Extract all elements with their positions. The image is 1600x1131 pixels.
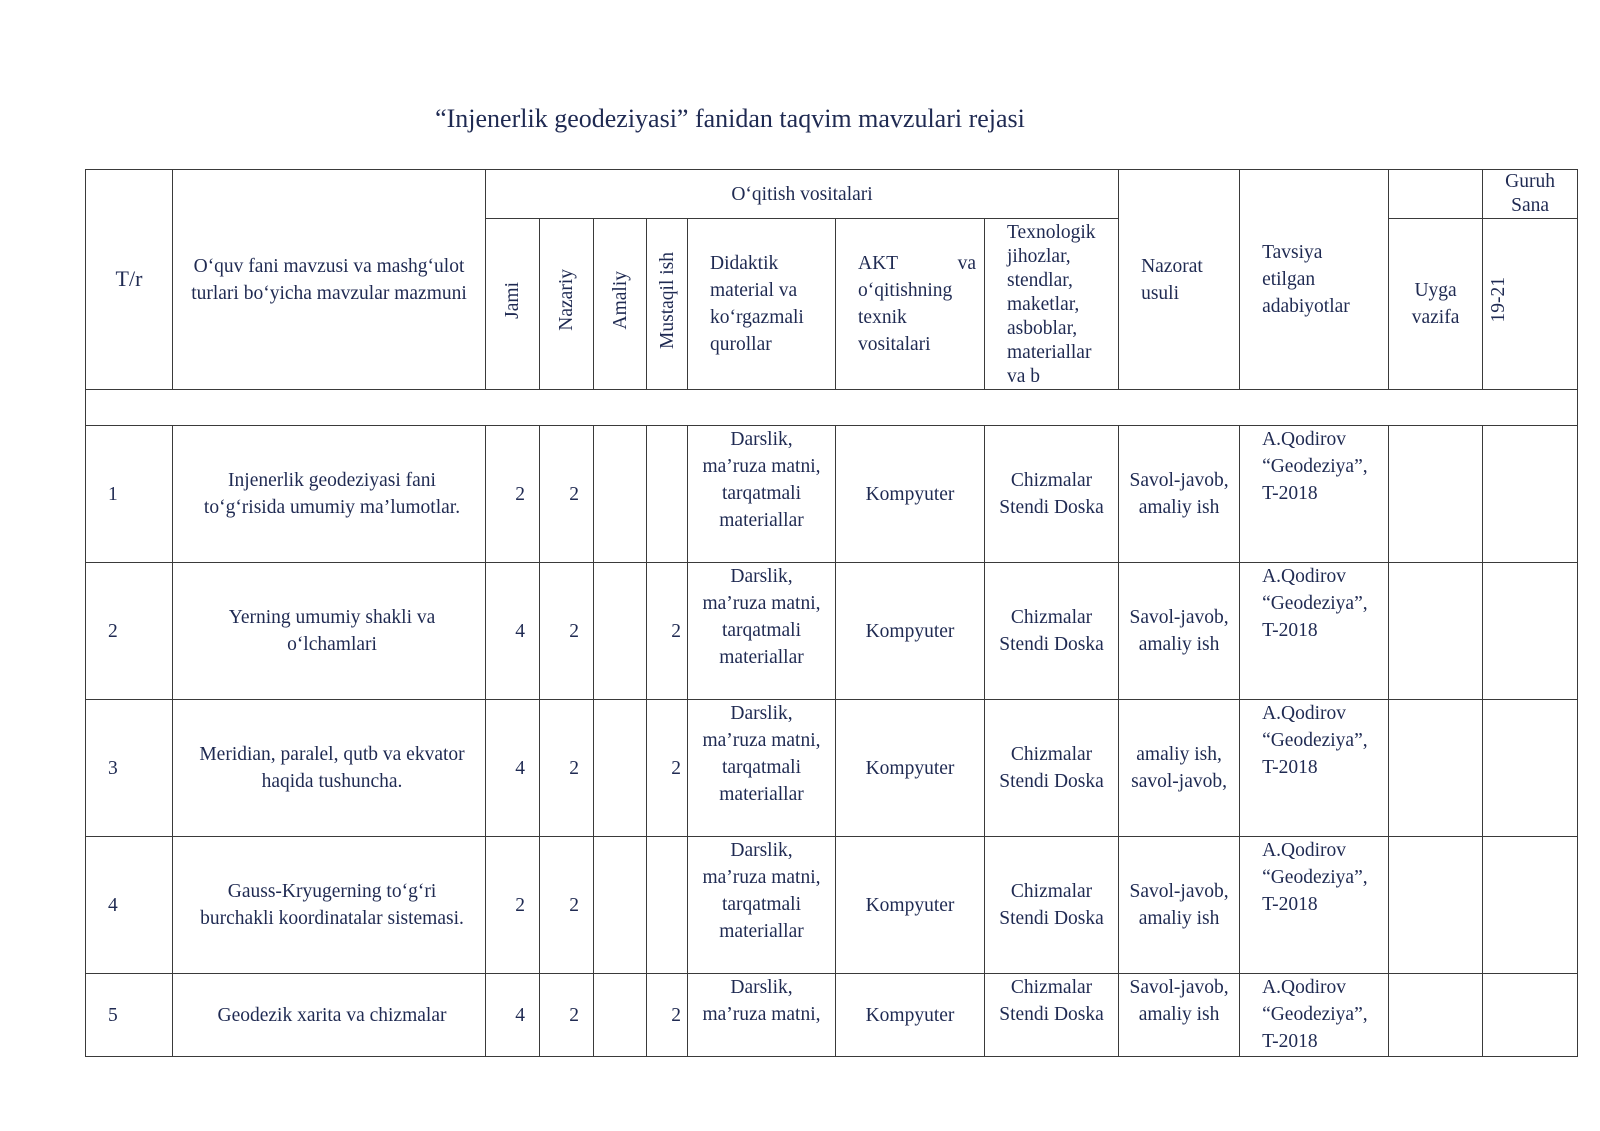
- row-sana: [1483, 563, 1578, 700]
- row-mustaqil: [647, 837, 688, 974]
- row-nazariy: [540, 837, 594, 974]
- spacer-row: [86, 390, 1578, 426]
- row-adabiyot-text: A.Qodirov “Geodeziya”, T-2018: [1262, 703, 1368, 778]
- row-adabiyot-text: A.Qodirov “Geodeziya”, T-2018: [1262, 429, 1368, 504]
- row-topic-text: Geodezik xarita va chizmalar: [217, 1004, 447, 1026]
- header-texnologik-label: Texnologik jihozlar, stendlar, maketlar, asboblar, materiallar va b: [1007, 222, 1096, 387]
- header-akt-rest: o‘qitishning texnik vositalari: [858, 280, 953, 355]
- header-oqitish: [486, 170, 1119, 219]
- row-topic-text: Gauss-Kryugerning to‘g‘ri burchakli koordinatalar sistemasi.: [200, 881, 464, 929]
- row-akt: [836, 426, 985, 563]
- row-number-text: 2: [108, 620, 118, 642]
- header-amaliy: [594, 219, 647, 390]
- row-didaktik: [688, 426, 836, 563]
- row-mustaqil: [647, 700, 688, 837]
- header-nazariy-label: Nazariy: [556, 269, 577, 331]
- row-texnologik-text: Chizmalar Stendi Doska: [999, 977, 1104, 1025]
- row-akt-text: Kompyuter: [865, 620, 955, 642]
- row-jami-text: 4: [515, 757, 525, 779]
- header-group-no: [1483, 219, 1578, 390]
- row-sana: [1483, 426, 1578, 563]
- row-number-text: 5: [108, 1004, 118, 1026]
- row-texnologik: [985, 700, 1119, 837]
- table-body: [86, 426, 1578, 1057]
- row-nazariy-text: 2: [569, 620, 579, 642]
- row-texnologik-text: Chizmalar Stendi Doska: [999, 607, 1104, 655]
- row-jami-text: 4: [515, 1004, 525, 1026]
- row-didaktik-text: Darslik, ma’ruza matni,: [702, 977, 821, 1025]
- row-texnologik: [985, 974, 1119, 1057]
- header-empty-cell: [1389, 170, 1483, 219]
- row-topic-text: Injenerlik geodeziyasi fani to‘g‘risida umumiy ma’lumotlar.: [203, 470, 461, 518]
- row-number-text: 4: [108, 894, 118, 916]
- row-texnologik-text: Chizmalar Stendi Doska: [999, 470, 1104, 518]
- row-amaliy: [594, 700, 647, 837]
- row-nazorat-text: Savol-javob, amaliy ish: [1129, 607, 1229, 655]
- row-didaktik: [688, 974, 836, 1057]
- row-topic: [173, 974, 486, 1057]
- header-nazorat: [1119, 170, 1240, 390]
- row-number: [86, 837, 173, 974]
- row-nazariy-text: 2: [569, 1004, 579, 1026]
- table-row: [86, 974, 1578, 1057]
- header-didaktik: [688, 219, 836, 390]
- row-texnologik: [985, 837, 1119, 974]
- header-group-no-label: 19-21: [1488, 277, 1510, 323]
- header-topic: [173, 170, 486, 390]
- row-texnologik: [985, 563, 1119, 700]
- row-nazariy: [540, 426, 594, 563]
- row-nazariy: [540, 974, 594, 1057]
- row-number: [86, 974, 173, 1057]
- header-tavsiya-label: Tavsiya etilgan adabiyotlar: [1262, 242, 1350, 317]
- row-didaktik-text: Darslik, ma’ruza matni, tarqatmali materiallar: [702, 429, 821, 531]
- row-nazariy-text: 2: [569, 483, 579, 505]
- row-topic-text: Meridian, paralel, qutb va ekvator haqida tushuncha.: [199, 744, 465, 792]
- header-row-1: [86, 170, 1578, 219]
- row-adabiyot-text: A.Qodirov “Geodeziya”, T-2018: [1262, 840, 1368, 915]
- row-nazorat: [1119, 563, 1240, 700]
- row-nazorat: [1119, 837, 1240, 974]
- row-akt-text: Kompyuter: [865, 483, 955, 505]
- row-texnologik-text: Chizmalar Stendi Doska: [999, 881, 1104, 929]
- row-number: [86, 700, 173, 837]
- row-topic: [173, 837, 486, 974]
- row-amaliy: [594, 426, 647, 563]
- header-mustaqil: [647, 219, 688, 390]
- row-amaliy: [594, 974, 647, 1057]
- row-mustaqil: [647, 426, 688, 563]
- spacer-cell: [86, 390, 1578, 426]
- row-didaktik-text: Darslik, ma’ruza matni, tarqatmali materiallar: [702, 840, 821, 942]
- row-amaliy: [594, 563, 647, 700]
- row-jami: [486, 700, 540, 837]
- row-adabiyot: [1240, 426, 1389, 563]
- row-sana: [1483, 837, 1578, 974]
- row-number-text: 3: [108, 757, 118, 779]
- header-tr: [86, 170, 173, 390]
- row-nazariy-text: 2: [569, 894, 579, 916]
- row-didaktik: [688, 837, 836, 974]
- row-uyga: [1389, 837, 1483, 974]
- header-guruh-sana: [1483, 170, 1578, 219]
- header-topic-label: O‘quv fani mavzusi va mashg‘ulot turlari bo‘yicha mavzular mazmuni: [191, 255, 467, 304]
- header-akt-right: va: [957, 253, 976, 274]
- row-mustaqil-text: 2: [671, 1004, 681, 1026]
- row-sana: [1483, 974, 1578, 1057]
- row-mustaqil-text: 2: [671, 757, 681, 779]
- row-topic: [173, 700, 486, 837]
- header-uyga-label: Uyga vazifa: [1411, 280, 1460, 328]
- row-topic-text: Yerning umumiy shakli va o‘lchamlari: [228, 607, 436, 655]
- row-jami-text: 2: [515, 483, 525, 505]
- row-jami: [486, 426, 540, 563]
- row-adabiyot: [1240, 700, 1389, 837]
- row-jami-text: 2: [515, 894, 525, 916]
- row-jami: [486, 837, 540, 974]
- row-akt: [836, 563, 985, 700]
- row-didaktik-text: Darslik, ma’ruza matni, tarqatmali materiallar: [702, 566, 821, 668]
- row-didaktik: [688, 700, 836, 837]
- row-uyga: [1389, 974, 1483, 1057]
- row-akt: [836, 700, 985, 837]
- header-jami: [486, 219, 540, 390]
- row-adabiyot-text: A.Qodirov “Geodeziya”, T-2018: [1262, 977, 1368, 1052]
- header-akt-left: AKT: [858, 253, 899, 274]
- row-nazorat: [1119, 426, 1240, 563]
- row-nazorat-text: Savol-javob, amaliy ish: [1129, 881, 1229, 929]
- table-row: [86, 563, 1578, 700]
- row-akt-text: Kompyuter: [865, 894, 955, 916]
- header-mustaqil-label: Mustaqil ish: [656, 251, 678, 349]
- row-mustaqil: [647, 563, 688, 700]
- row-nazorat: [1119, 974, 1240, 1057]
- row-adabiyot: [1240, 837, 1389, 974]
- row-uyga: [1389, 426, 1483, 563]
- row-mustaqil-text: 2: [671, 620, 681, 642]
- header-didaktik-label: Didaktik material va ko‘rgazmali qurollar: [710, 253, 804, 355]
- page-title: “Injenerlik geodeziyasi” fanidan taqvim mavzulari rejasi: [435, 104, 1025, 133]
- header-amaliy-label: Amaliy: [609, 270, 631, 330]
- header-akt: [836, 219, 985, 390]
- row-texnologik: [985, 426, 1119, 563]
- row-didaktik-text: Darslik, ma’ruza matni, tarqatmali materiallar: [702, 703, 821, 805]
- row-nazorat-text: Savol-javob, amaliy ish: [1129, 470, 1229, 518]
- row-akt-text: Kompyuter: [865, 757, 955, 779]
- header-tavsiya: [1240, 170, 1389, 390]
- row-akt: [836, 974, 985, 1057]
- row-uyga: [1389, 563, 1483, 700]
- row-number-text: 1: [108, 483, 118, 505]
- header-jami-label: Jami: [502, 281, 523, 319]
- row-amaliy: [594, 837, 647, 974]
- row-adabiyot: [1240, 563, 1389, 700]
- row-adabiyot-text: A.Qodirov “Geodeziya”, T-2018: [1262, 566, 1368, 641]
- row-topic: [173, 426, 486, 563]
- row-nazorat-text: Savol-javob, amaliy ish: [1129, 977, 1229, 1025]
- row-sana: [1483, 700, 1578, 837]
- header-akt-first-line: [858, 250, 976, 277]
- row-akt-text: Kompyuter: [865, 1004, 955, 1026]
- row-number: [86, 563, 173, 700]
- row-nazariy: [540, 700, 594, 837]
- header-oqitish-label: O‘qitish vositalari: [731, 183, 873, 205]
- header-nazorat-label: Nazorat usuli: [1141, 255, 1203, 304]
- row-jami: [486, 974, 540, 1057]
- row-nazorat-text: amaliy ish, savol-javob,: [1131, 744, 1227, 792]
- row-topic: [173, 563, 486, 700]
- header-uyga: [1389, 219, 1483, 390]
- header-guruh: Guruh: [1505, 171, 1555, 192]
- row-adabiyot: [1240, 974, 1389, 1057]
- header-tr-label: T/r: [115, 266, 143, 291]
- row-jami-text: 4: [515, 620, 525, 642]
- row-nazariy-text: 2: [569, 757, 579, 779]
- row-number: [86, 426, 173, 563]
- row-mustaqil: [647, 974, 688, 1057]
- header-texnologik: [985, 219, 1119, 390]
- header-sana: Sana: [1511, 195, 1550, 216]
- row-jami: [486, 563, 540, 700]
- table-row: [86, 426, 1578, 563]
- header-nazariy: [540, 219, 594, 390]
- table-row: [86, 700, 1578, 837]
- row-nazariy: [540, 563, 594, 700]
- row-nazorat: [1119, 700, 1240, 837]
- row-uyga: [1389, 700, 1483, 837]
- row-akt: [836, 837, 985, 974]
- calendar-plan-table: [85, 169, 1578, 1057]
- table-row: [86, 837, 1578, 974]
- row-texnologik-text: Chizmalar Stendi Doska: [999, 744, 1104, 792]
- row-didaktik: [688, 563, 836, 700]
